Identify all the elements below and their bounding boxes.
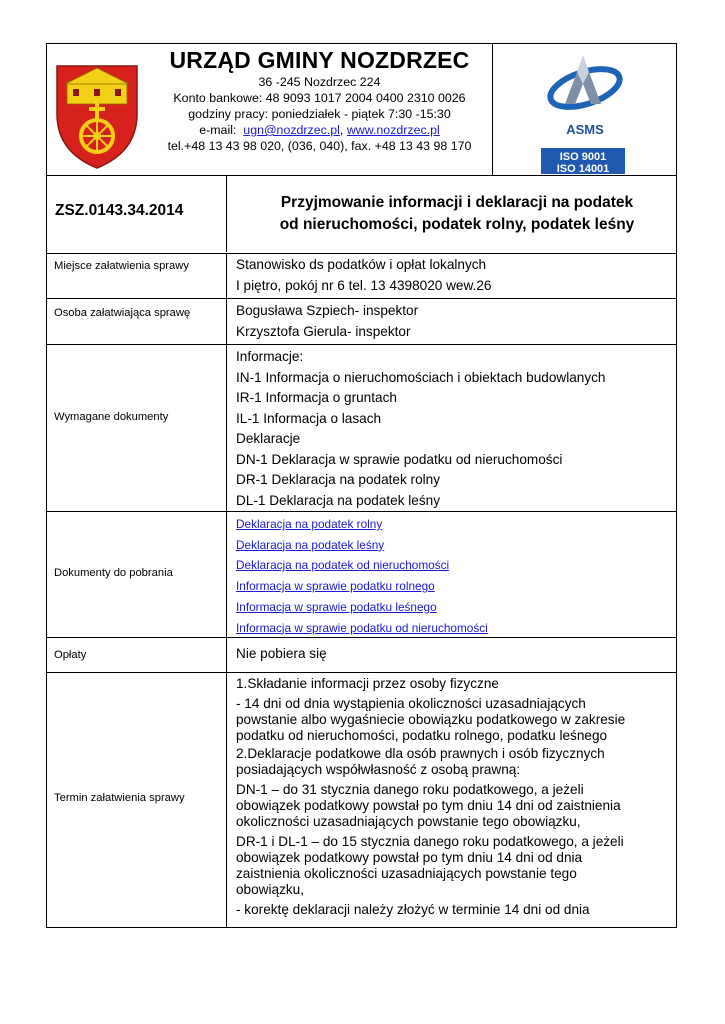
label-cell [47,345,227,512]
coat-of-arms-icon [47,44,147,175]
iso-14001-text: ISO 14001 [556,163,610,175]
row-value-line: obowiązek podatkowy powstał po tym dniu 14 dni od dnia [236,850,583,865]
download-link[interactable]: Informacja w sprawie podatku rolnego [236,579,435,594]
download-link[interactable]: Deklaracja na podatek rolny [236,517,383,531]
iso-9001-text: ISO 9001 [559,151,607,163]
row-value-line: obowiązku, [236,882,305,897]
value-cell [236,301,672,342]
document-title-line: Przyjmowanie informacji i deklaracji na podatek [280,194,634,211]
row-value-line: obowiązek podatkowy powstał po tym dniu 14 dni od zaistnienia [236,798,621,813]
document-title-line: od nieruchomości, podatek rolny, podatek leśny [279,216,635,233]
row-value-line: Krzysztofa Gierula- inspektor [236,323,411,339]
row-value-line: 2.Deklaracje podatkowe dla osób prawnych i osób fizycznych [236,746,605,761]
contact-separator: , [339,123,347,137]
email-link[interactable]: ugn@nozdrzec.pl [243,123,340,137]
phone-numbers: tel.+48 13 43 98 020, (036, 040), fax. +48 13 43 98 170 [167,139,472,153]
row-value-line: 1.Składanie informacji przez osoby fizyczne [236,676,499,691]
row-value-line: Bogusława Szpiech- inspektor [236,303,419,318]
download-link[interactable]: Informacja w sprawie podatku leśnego [236,599,437,614]
office-address: 36 -245 Nozdrzec 224 [258,75,381,89]
row-value-line: IN-1 Informacja o nieruchomościach i obiektach budowlanych [236,369,606,385]
divider [226,176,227,252]
row-value-line: IR-1 Informacja o gruntach [236,390,397,405]
office-info [147,44,492,175]
label-cell [47,254,227,298]
table-row-required-documents [47,344,676,512]
email-label: e-mail: [199,123,244,137]
row-value-line: Deklaracje [236,431,301,446]
row-label: Osoba załatwiająca sprawę [54,307,191,319]
asms-brand-text: ASMS [566,122,604,137]
row-value-line: podatku od nieruchomości, podatku rolnego, podatku leśnego [236,728,608,743]
row-label: Opłaty [54,649,87,661]
office-hours: godziny pracy: poniedziałek - piątek 7:30 -15:30 [188,107,451,121]
document-code: ZSZ.0143.34.2014 [55,202,184,219]
certification-logo [492,44,677,175]
label-cell [47,512,227,638]
value-cell [236,644,672,665]
table-row-place [47,254,676,298]
row-value-line: - korektę deklaracji należy złożyć w terminie 14 dni od dnia [236,902,590,917]
document-title [237,192,677,236]
row-label: Wymagane dokumenty [54,411,169,423]
row-value-line: DL-1 Deklaracja na podatek leśny [236,492,441,508]
value-cell [236,347,672,511]
table-row-person [47,298,676,345]
row-value-line: DR-1 i DL-1 – do 15 stycznia danego roku podatkowego, a jeżeli [236,834,624,849]
table-row-deadline [47,672,676,927]
row-value-line: DN-1 Deklaracja w sprawie podatku od nieruchomości [236,451,563,467]
download-link[interactable]: Informacja w sprawie podatku od nieruchomości [236,620,488,635]
row-value-line: DN-1 – do 31 stycznia danego roku podatkowego, a jeżeli [236,782,584,797]
row-value-line: Informacje: [236,349,304,364]
row-label: Termin załatwienia sprawy [54,792,185,804]
contact-line [147,122,492,138]
row-value-line: zaistnienia okoliczności uzasadniających powstanie tego [236,866,577,881]
row-value-line: okoliczności uzasadniających powstanie tego obowiązku, [236,814,581,829]
table-row-downloads [47,511,676,638]
value-cell [236,676,672,918]
row-value-line: - 14 dni od dnia wystąpienia okoliczności uzasadniających [236,696,586,711]
download-link[interactable]: Deklaracja na podatek od nieruchomości [236,558,450,573]
website-link[interactable]: www.nozdrzec.pl [346,123,440,137]
row-value-line: posiadających współwłasność z osobą prawną: [236,762,521,777]
label-cell [47,673,227,927]
label-cell [47,638,227,673]
row-value-line: I piętro, pokój nr 6 tel. 13 4398020 wew.26 [236,277,492,293]
row-label: Miejsce załatwienia sprawy [54,260,189,272]
value-cell [236,514,672,638]
crest-cell [47,44,147,175]
row-value-line: DR-1 Deklaracja na podatek rolny [236,472,441,487]
document-header [46,176,677,254]
asms-logo-icon [493,44,677,175]
row-value-line: IL-1 Informacja o lasach [236,410,382,426]
office-title: URZĄD GMINY NOZDRZEC [169,47,470,73]
row-value-line: Nie pobiera się [236,646,327,661]
row-value-line: powstanie albo wygaśniecie obowiązku podatkowego w zakresie [236,712,626,727]
procedure-table [46,254,677,928]
bank-account: Konto bankowe: 48 9093 1017 2004 0400 2310 0026 [173,91,466,105]
letterhead [46,43,677,176]
download-link[interactable]: Deklaracja na podatek leśny [236,537,385,552]
label-cell [47,299,227,345]
table-row-fees [47,637,676,673]
value-cell [236,255,672,296]
row-value-line: Stanowisko ds podatków i opłat lokalnych [236,257,487,272]
row-label: Dokumenty do pobrania [54,567,173,579]
